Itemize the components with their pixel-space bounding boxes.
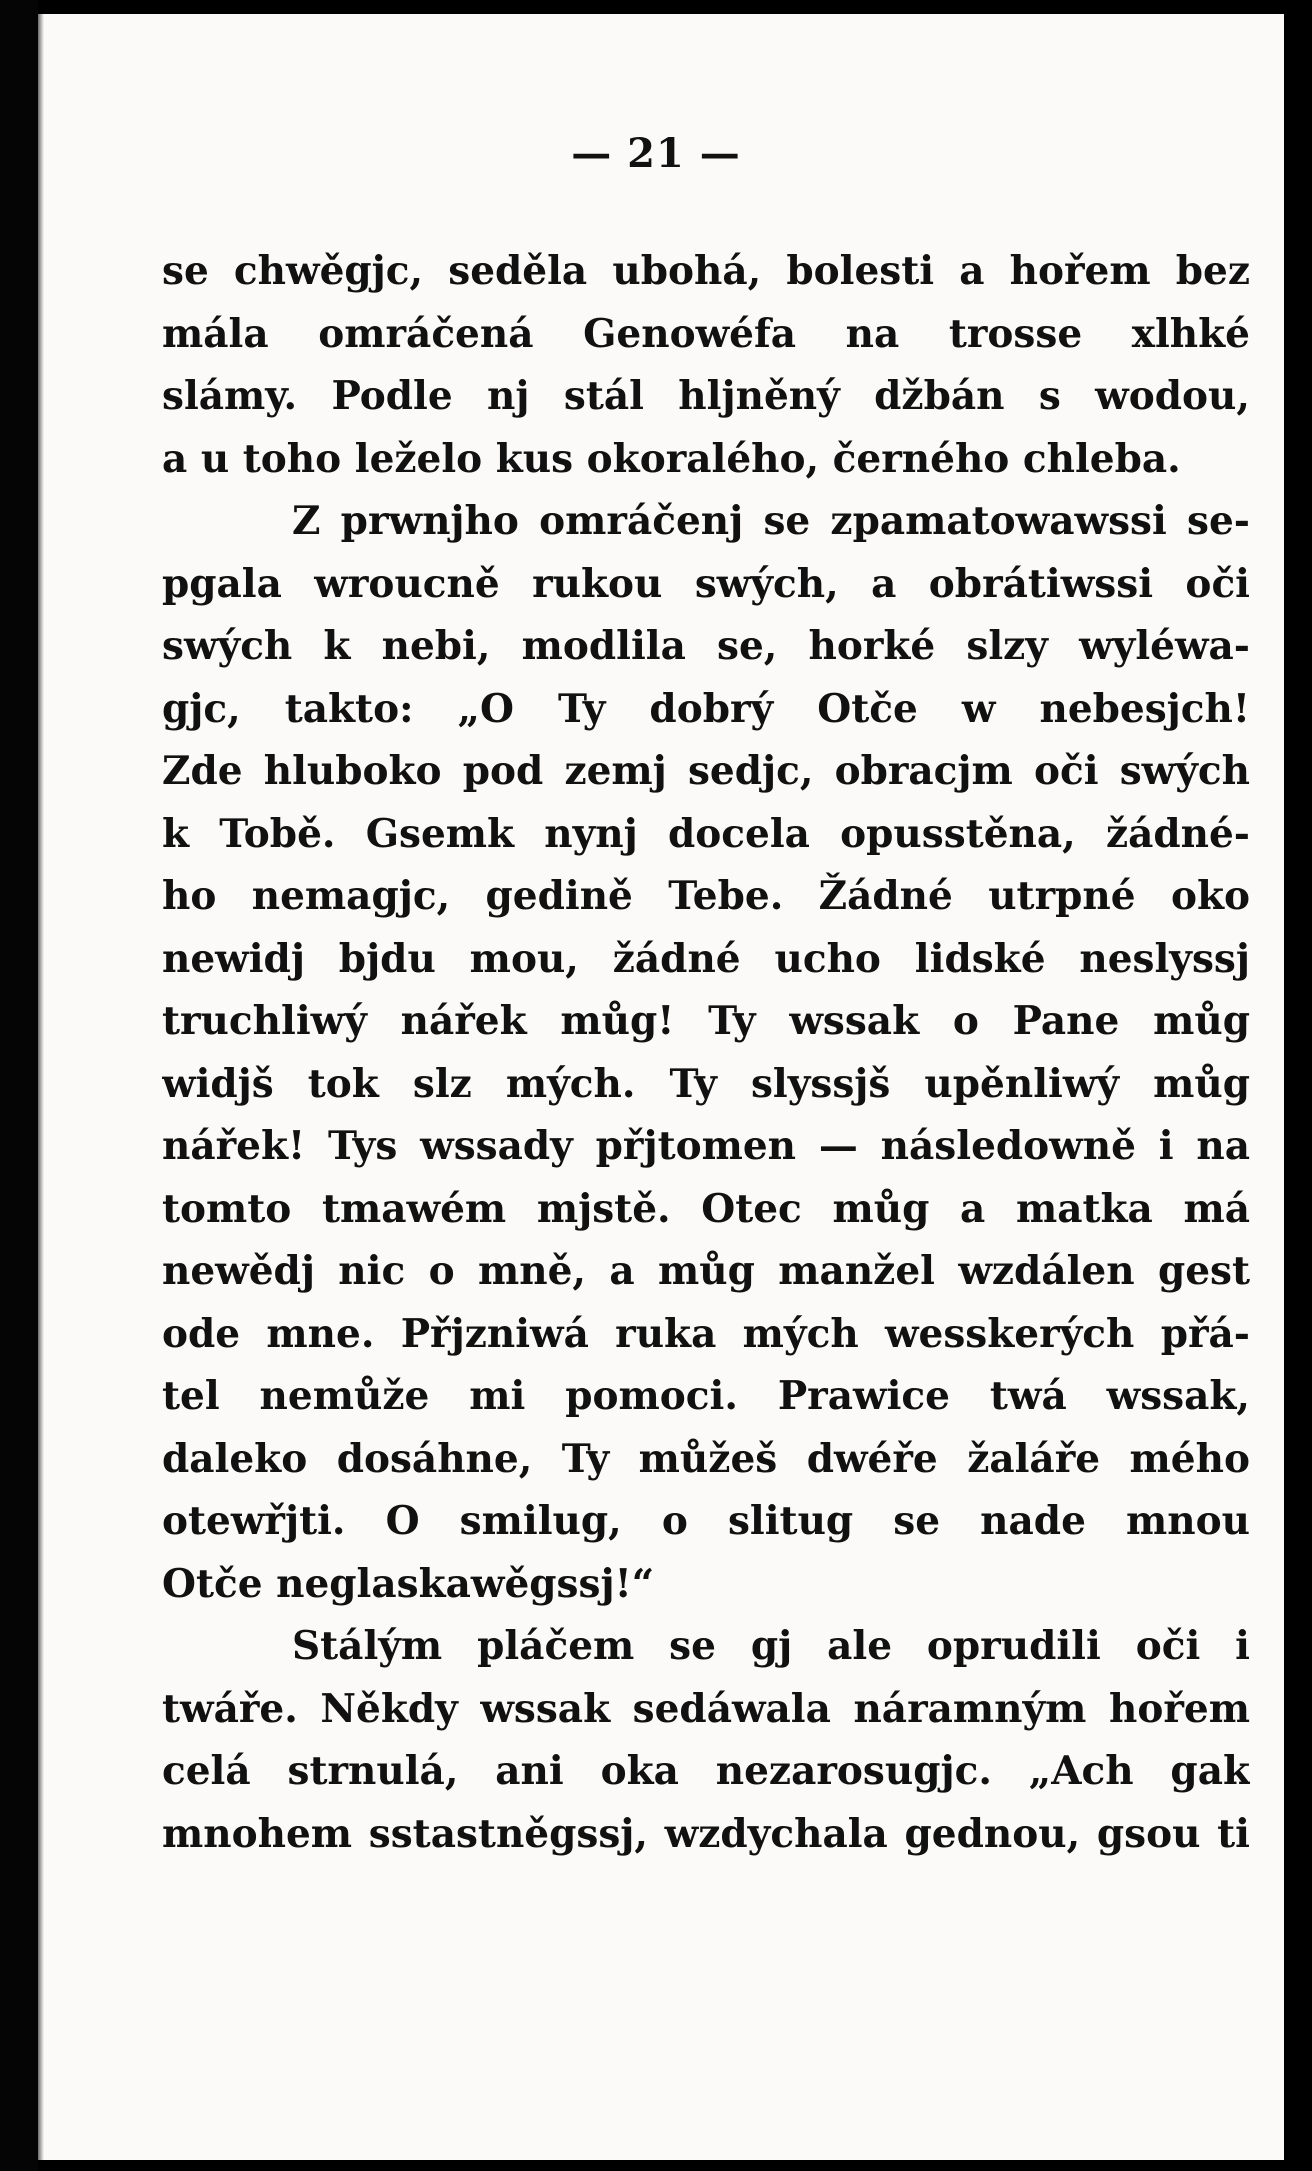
text-line: slámy. Podle nj stál hljněný džbán s wodou, [162,373,1250,419]
text-line: mála omráčená Genowéfa na trosse xlhké [162,310,1250,357]
text-line: tomto tmawém mjstě. Otec můg a matka má [162,1185,1250,1232]
text-line: otewřjti. O smilug, o slitug se nade mnou [162,1498,1250,1544]
text-line: gjc, takto: „O Ty dobrý Otče w nebesjch! [162,685,1250,732]
text-line: mnohem sstastněgssj, wzdychala gednou, gsou ti [162,1810,1250,1857]
text-line: nářek! Tys wssady přjtomen — následowně i na [162,1123,1250,1169]
text-line: Stálým pláčem se gj ale oprudili oči i [292,1623,1250,1669]
text-line: newědj nic o mně, a můg manžel wzdálen gest [162,1248,1250,1294]
page-number: — 21 — [571,130,741,177]
text-line: se chwěgjc, seděla ubohá, bolesti a hořem bez [162,248,1250,294]
text-line: Z prwnjho omráčenj se zpamatowawssi se- [292,498,1250,544]
binding-edge [0,0,38,2171]
text-line: a u toho leželo kus okoralého, černého chleba. [162,435,1181,482]
page-edge-shadow [38,14,44,2160]
text-line: twáře. Někdy wssak sedáwala náramným hořem [162,1685,1250,1732]
text-line: daleko dosáhne, Ty můžeš dwéře žaláře mého [162,1435,1250,1482]
text-line: ho nemagjc, gedině Tebe. Žádné utrpné oko [162,873,1250,919]
text-line: widjš tok slz mých. Ty slyssjš upěnliwý můg [162,1060,1250,1107]
text-line: ode mne. Přjzniwá ruka mých wesskerých přá- [162,1310,1250,1357]
text-line: Zde hluboko pod zemj sedjc, obracjm oči swých [162,748,1250,794]
text-line: truchliwý nářek můg! Ty wssak o Pane můg [162,998,1250,1044]
text-line: pgala wroucně rukou swých, a obrátiwssi oči [162,560,1250,607]
text-line: k Tobě. Gsemk nynj docela opusstěna, žádné- [162,810,1250,857]
text-line: celá strnulá, ani oka nezarosugjc. „Ach gak [162,1748,1250,1794]
text-line: newidj bjdu mou, žádné ucho lidské neslyssj [162,935,1250,982]
text-line: tel nemůže mi pomoci. Prawice twá wssak, [162,1373,1250,1419]
text-line: swých k nebi, modlila se, horké slzy wyléwa- [162,623,1250,669]
text-line: Otče neglaskawěgssj!“ [162,1560,655,1607]
body-text [162,240,1250,1865]
